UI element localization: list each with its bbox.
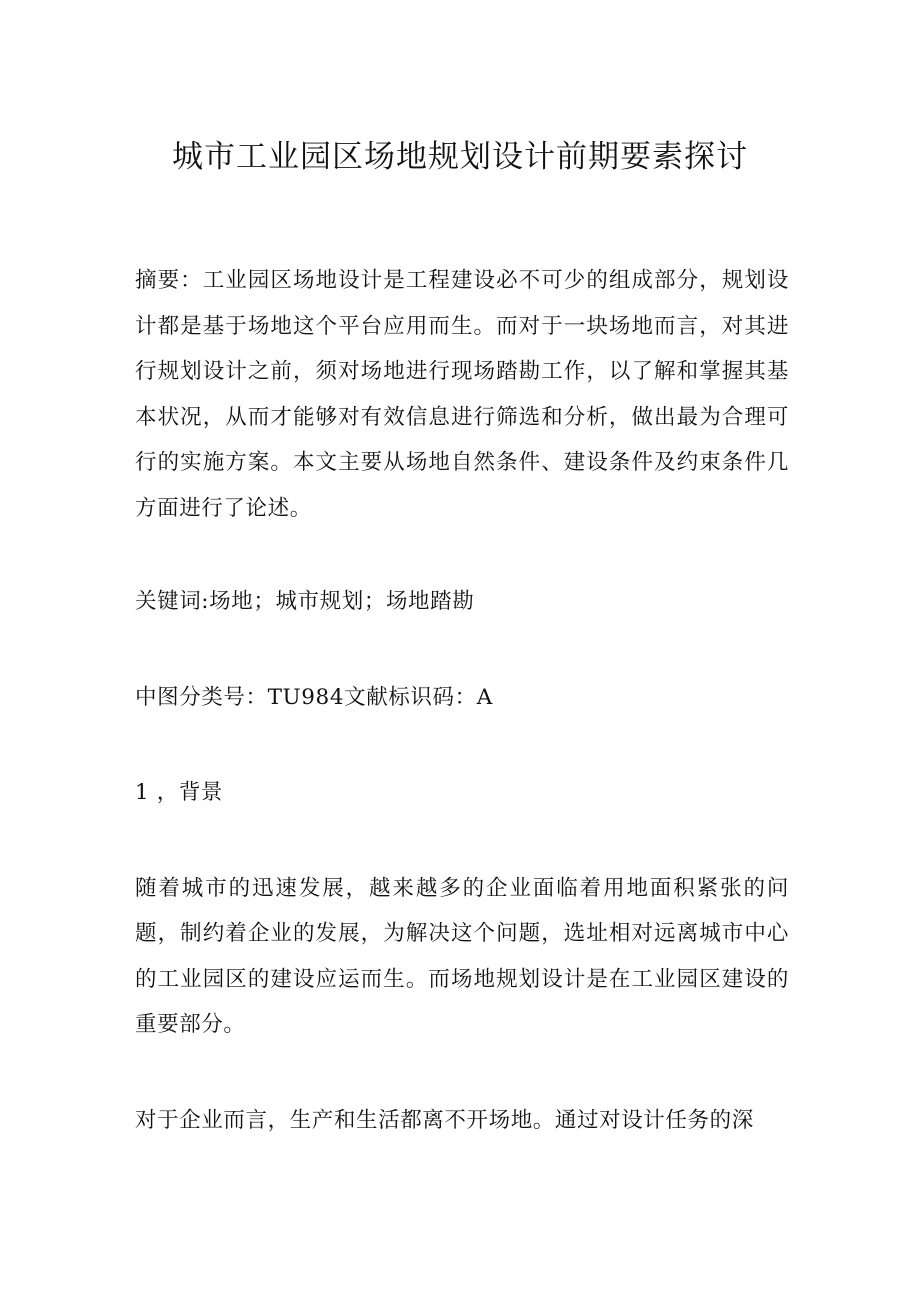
- keywords-line: 关键词:场地；城市规划；场地踏勘: [135, 589, 475, 614]
- classification-line: 中图分类号：TU984文献标识码：A: [135, 684, 493, 710]
- body-paragraph-2: 对于企业而言，生产和生活都离不开场地。通过对设计任务的深: [135, 1107, 754, 1133]
- document-title: 城市工业园区场地规划设计前期要素探讨: [172, 139, 748, 175]
- section-heading: 1 ，背景: [135, 780, 224, 805]
- body-paragraph-1: 随着城市的迅速发展，越来越多的企业面临着用地面积紧张的问题，制约着企业的发展，为解决这个问题，选址相对远离城市中心的工业园区的建设应运而生。而场地规划设计是在工业园区建设的重要部分。: [135, 875, 789, 1037]
- document-body: [135, 258, 789, 1143]
- abstract-paragraph: 摘要：工业园区场地设计是工程建设必不可少的组成部分，规划设计都是基于场地这个平台应用而生。而对于一块场地而言，对其进行规划设计之前，须对场地进行现场踏勘工作，以了解和掌握其基本状况，从而才能够对有效信息进行筛选和分析，做出最为合理可行的实施方案。本文主要从场地自然条件、建设条件及约束条件几方面进行了论述。: [135, 268, 789, 521]
